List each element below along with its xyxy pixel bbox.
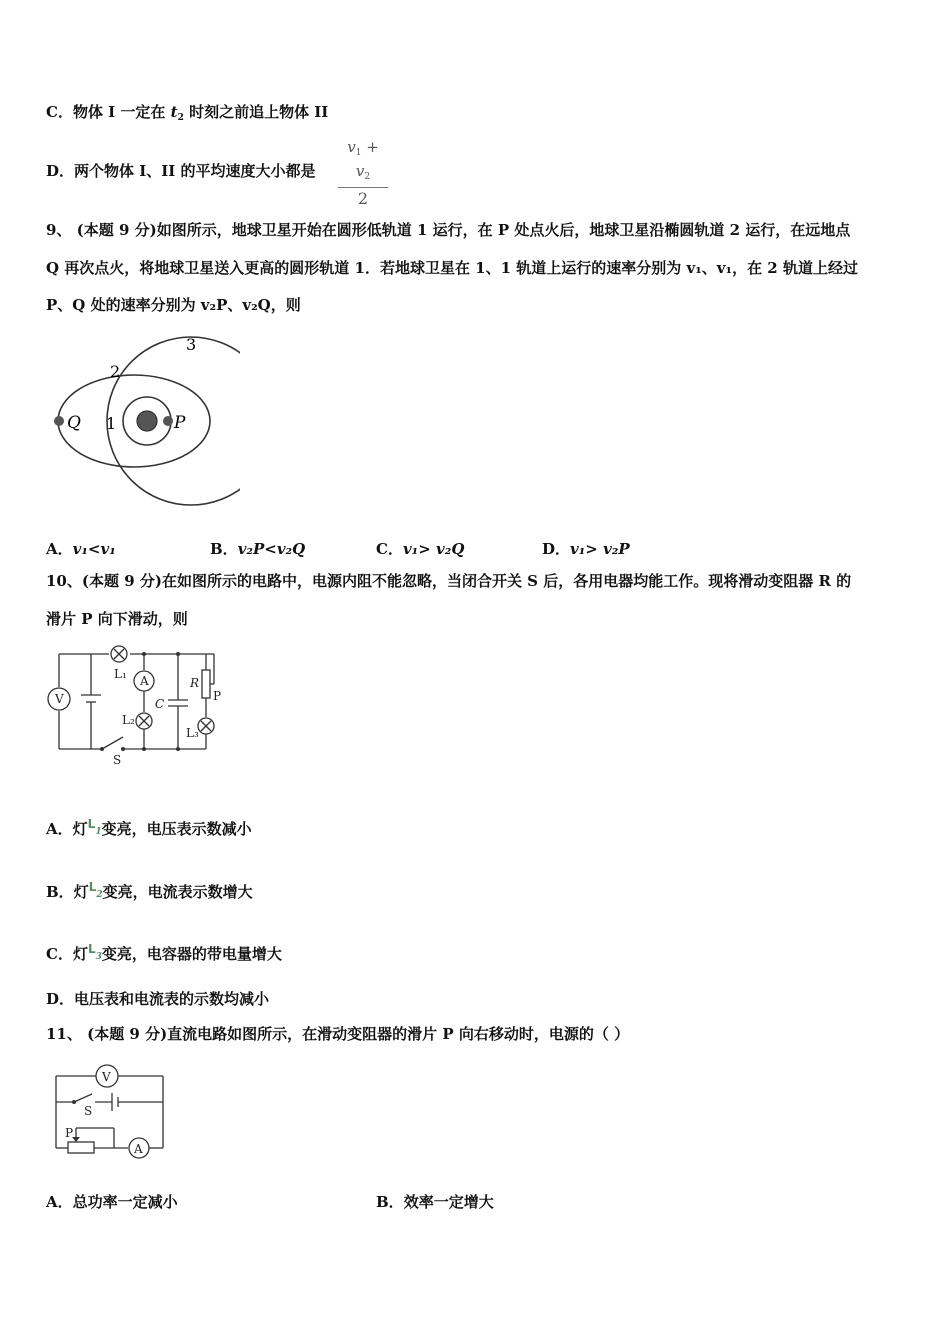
satellite-orbit-figure xyxy=(50,330,240,515)
lamp1-label: L₁ xyxy=(114,667,127,681)
ammeter-label: A xyxy=(140,674,149,688)
q11-circuit-figure xyxy=(48,1062,173,1162)
q11-switch-label: S xyxy=(84,1104,93,1118)
slider-label: P xyxy=(213,689,222,703)
q10-option-d: D．电压表和电流表的示数均减小 xyxy=(46,990,270,1008)
rheostat-label: R xyxy=(190,676,200,690)
q10-circuit-figure xyxy=(44,642,229,770)
point-p-label: P xyxy=(174,413,186,433)
q11-ammeter-label: A xyxy=(134,1142,143,1156)
orbit3-label: 3 xyxy=(186,335,197,354)
q8-option-c: C．物体 I 一定在 $t_2$ 时刻之前追上物体 II xyxy=(46,103,329,123)
q10-option-b: B．灯$^L$2变亮，电流表示数增大 xyxy=(46,880,253,901)
q11-option-b: B．效率一定增大 xyxy=(376,1193,494,1211)
q10-option-c: C．灯$^L$3变亮，电容器的带电量增大 xyxy=(46,942,282,963)
q9-option-a: A．v₁<v₁ xyxy=(46,540,116,558)
q11-voltmeter-label: V xyxy=(102,1070,111,1084)
q11-slider-label: P xyxy=(65,1126,74,1140)
q10-stem-line1: 10、(本题 9 分)在如图所示的电路中，电源内阻不能忽略，当闭合开关 S 后，各用电器均能工作。现将滑动变阻器 R 的 xyxy=(46,572,852,590)
lamp2-label: L₂ xyxy=(122,713,135,727)
lamp3-label: L₃ xyxy=(186,726,199,740)
q9-option-c: C．v₁> v₂Q xyxy=(376,540,465,558)
q9-option-d: D．v₁> v₂P xyxy=(542,540,630,558)
q9-option-b: B．v₂P<v₂Q xyxy=(210,540,306,558)
q10-option-a: A．灯$^L$1变亮，电压表示数减小 xyxy=(46,817,252,838)
q8-option-d: D．两个物体 I、II 的平均速度大小都是 xyxy=(46,162,316,180)
average-velocity-fraction: $v_1 + v_2$ 2 xyxy=(338,138,388,209)
orbit2-label: 2 xyxy=(110,362,121,381)
point-q-label: Q xyxy=(67,413,81,433)
q11-stem-line1: 11、 (本题 9 分)直流电路如图所示，在滑动变阻器的滑片 P 向右移动时，电源的（ ） xyxy=(46,1025,630,1043)
switch-label: S xyxy=(113,753,122,767)
q11-option-a: A．总功率一定减小 xyxy=(46,1193,178,1211)
q9-stem-line1: 9、 (本题 9 分)如图所示，地球卫星开始在圆形低轨道 1 运行，在 P 处点火后，地球卫星沿椭圆轨道 2 运行，在远地点 xyxy=(46,221,851,239)
q9-stem-line3: P、Q 处的速率分别为 v₂P、v₂Q，则 xyxy=(46,296,301,314)
q10-stem-line2: 滑片 P 向下滑动，则 xyxy=(46,610,188,628)
orbit1-label: 1 xyxy=(106,414,117,433)
voltmeter-label: V xyxy=(55,692,64,706)
capacitor-label: C xyxy=(155,697,165,711)
q9-stem-line2: Q 再次点火，将地球卫星送入更高的圆形轨道 1．若地球卫星在 1、1 轨道上运行的速率分别为 v₁、v₁，在 2 轨道上经过 xyxy=(46,259,858,277)
